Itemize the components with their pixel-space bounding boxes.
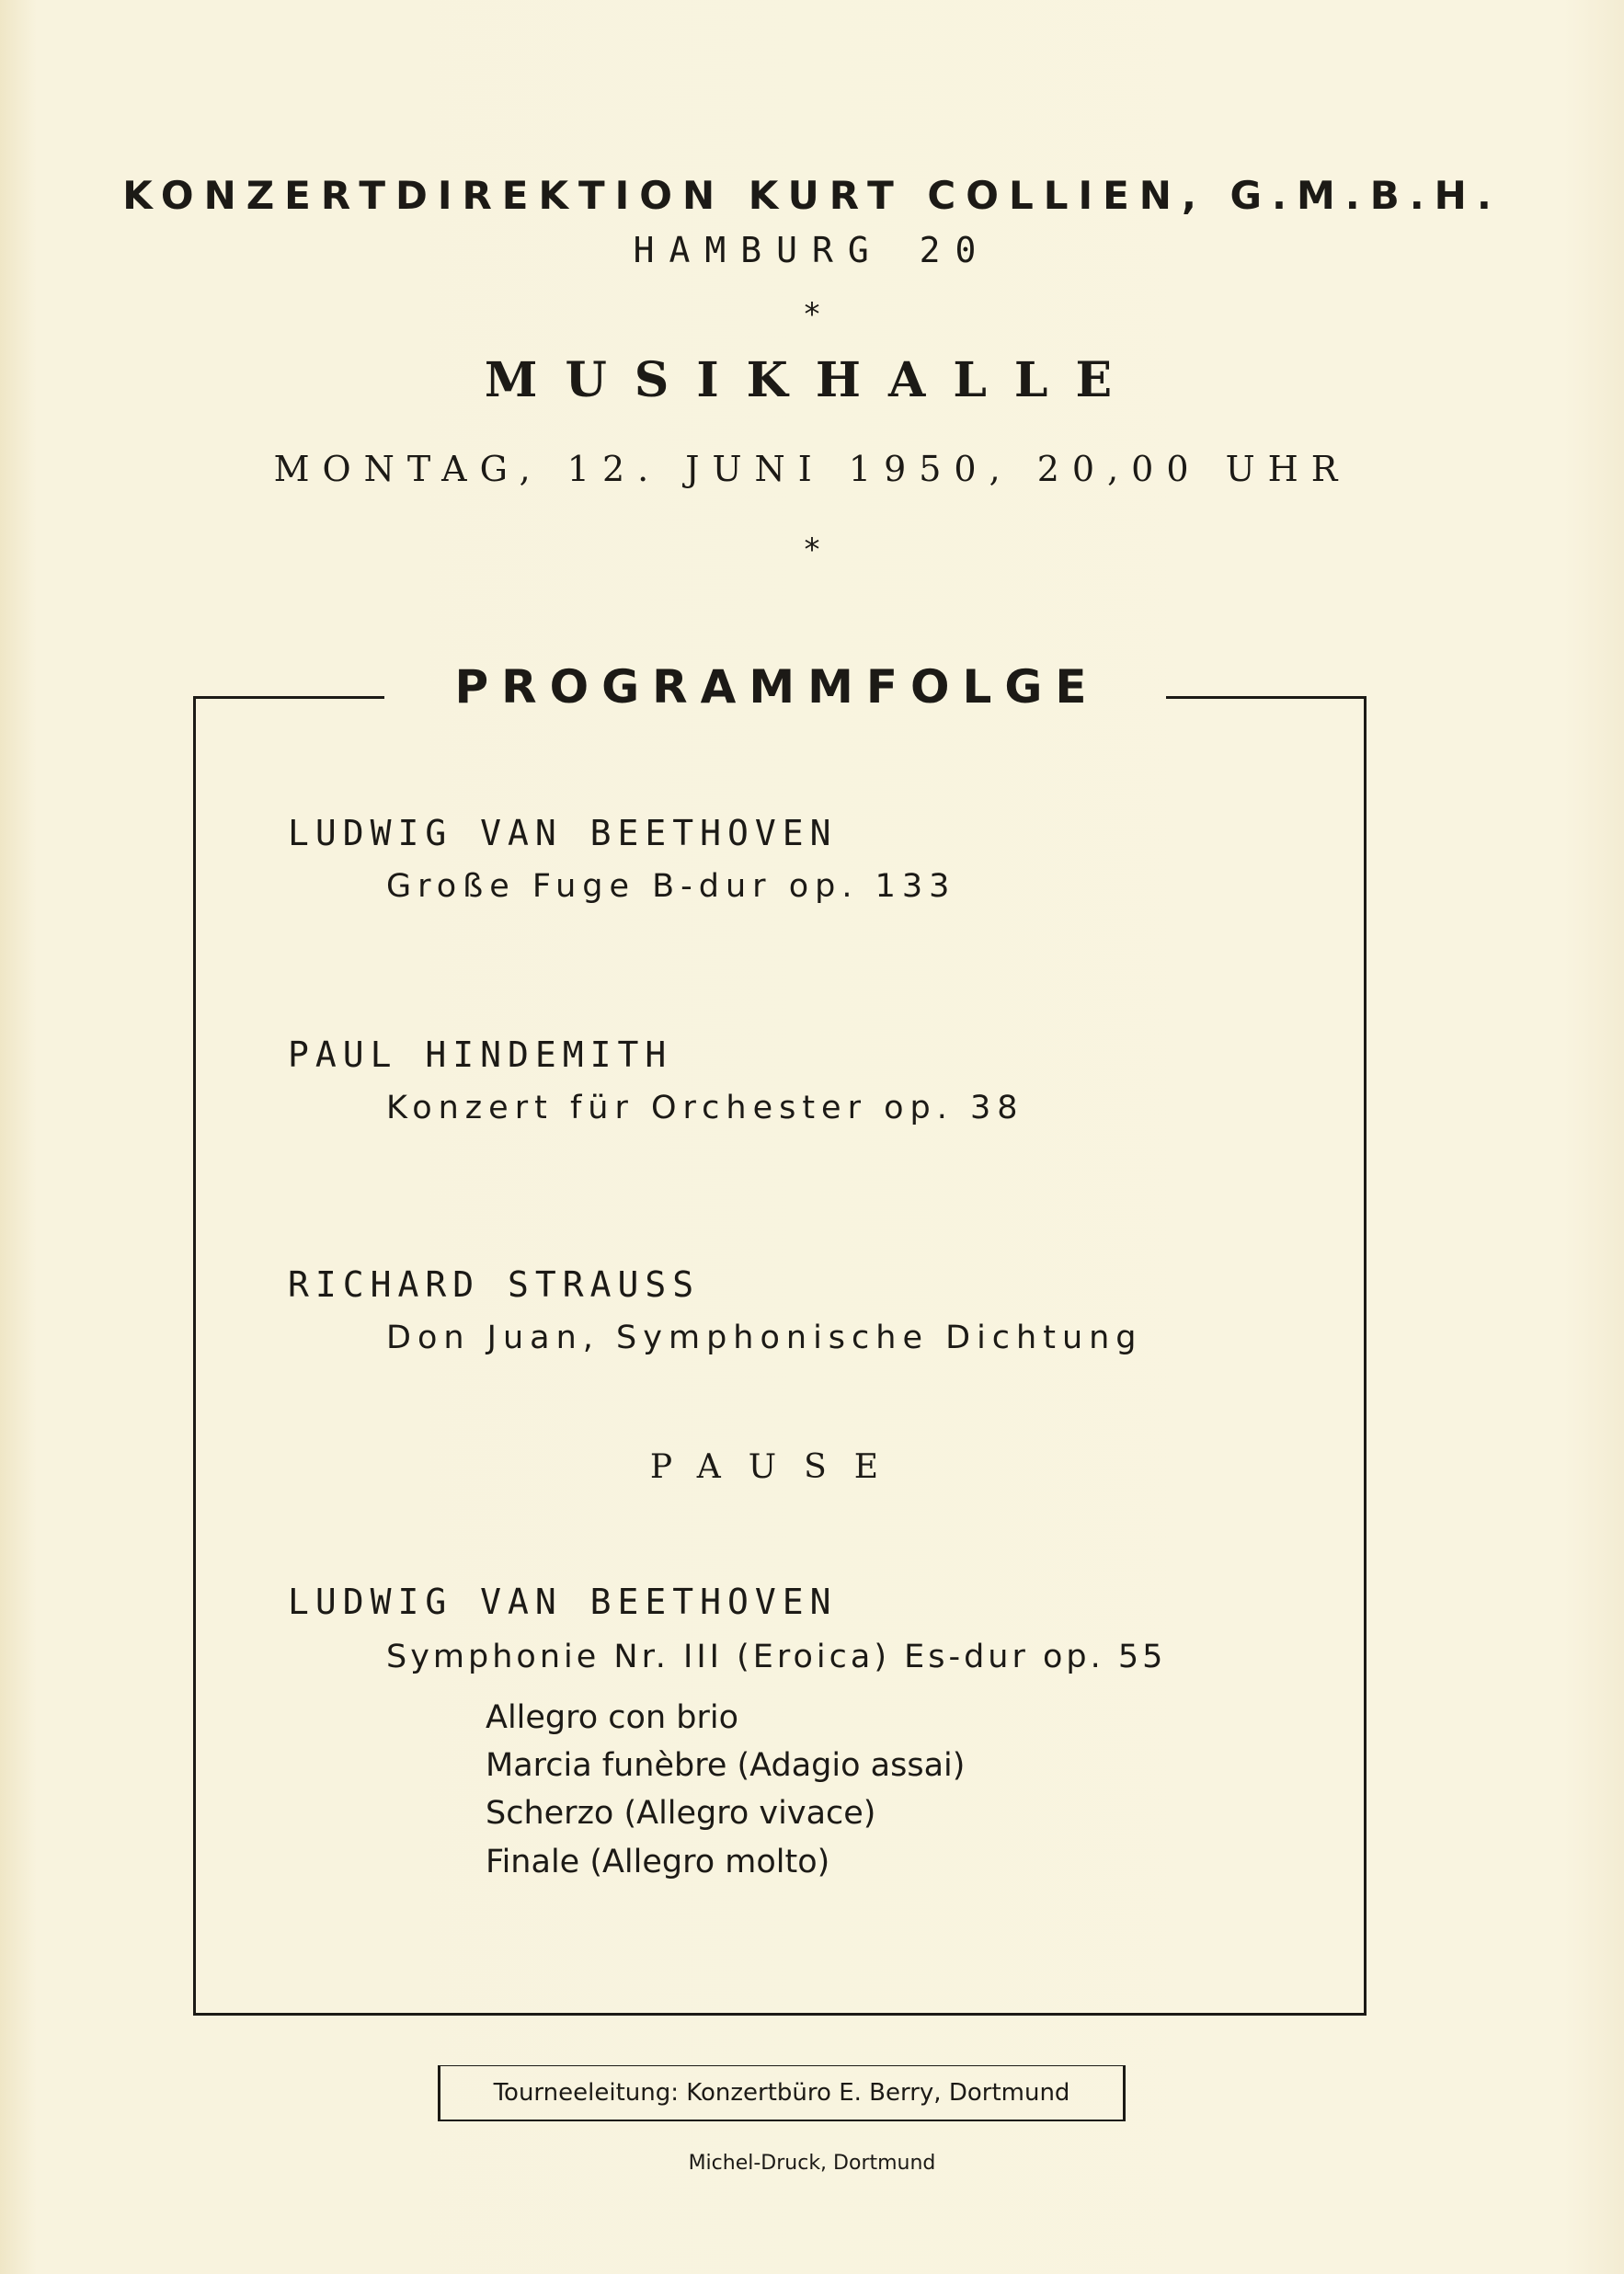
- movement-item: Scherzo (Allegro vivace): [486, 1795, 876, 1832]
- tour-management-box: Tourneeleitung: Konzertbüro E. Berry, Dortmund: [438, 2065, 1126, 2121]
- movement-item: Finale (Allegro molto): [486, 1844, 830, 1880]
- work-title: Don Juan, Symphonische Dichtung: [386, 1320, 1143, 1356]
- intermission-label: PAUSE: [649, 1448, 907, 1486]
- work-title: Konzert für Orchester op. 38: [386, 1090, 1024, 1126]
- concert-date: MONTAG, 12. JUNI 1950, 20,00 UHR: [273, 449, 1351, 489]
- movement-item: Marcia funèbre (Adagio assai): [486, 1747, 966, 1784]
- composer-name: LUDWIG VAN BEETHOVEN: [288, 813, 838, 853]
- work-title: Symphonie Nr. III (Eroica) Es-dur op. 55: [386, 1639, 1167, 1675]
- movement-item: Allegro con brio: [486, 1699, 739, 1736]
- agency-city: HAMBURG 20: [633, 230, 991, 270]
- venue-title: MUSIKHALLE: [484, 352, 1140, 408]
- program-title: PROGRAMMFOLGE: [454, 660, 1100, 714]
- work-title: Große Fuge B-dur op. 133: [386, 868, 956, 905]
- star-ornament: *: [804, 531, 820, 568]
- composer-name: PAUL HINDEMITH: [288, 1034, 673, 1075]
- printer-credit: Michel-Druck, Dortmund: [688, 2152, 936, 2175]
- frame-top-rule-right: [1166, 696, 1364, 699]
- frame-top-rule-left: [193, 696, 384, 699]
- composer-name: LUDWIG VAN BEETHOVEN: [288, 1582, 838, 1622]
- agency-name: KONZERTDIREKTION KURT COLLIEN, G.M.B.H.: [122, 173, 1502, 218]
- star-ornament: *: [804, 296, 820, 333]
- composer-name: RICHARD STRAUSS: [288, 1264, 701, 1305]
